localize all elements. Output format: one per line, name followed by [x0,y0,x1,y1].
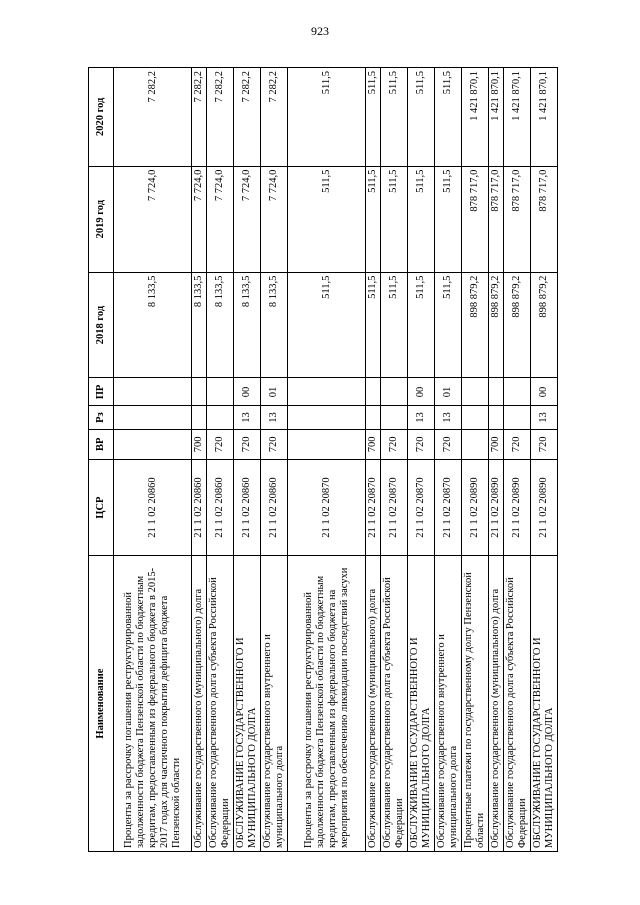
cell-name: Обслуживание государственного (муниципального) долга [489,556,504,852]
cell-name: Проценты за рассрочку погашения реструктурированной задолженности бюджета Пензенской области по бюджетным кредитам, предоставленным из федерального бюджета в 2015-2017 годах для частичного покрытия дефицита бюджета Пензенской области [114,556,192,852]
cell-vr: 720 [408,429,435,459]
header-2018: 2018 год [89,272,114,378]
cell-csr: 21 1 02 20890 [504,460,531,556]
cell-2019: 7 724,0 [192,166,207,272]
cell-name: ОБСЛУЖИВАНИЕ ГОСУДАРСТВЕННОГО И МУНИЦИПАЛЬНОГО ДОЛГА [531,556,558,852]
cell-pr: 00 [234,378,261,406]
cell-vr [288,429,366,459]
cell-2018: 8 133,5 [234,272,261,378]
cell-name: Обслуживание государственного долга субъекта Российской Федерации [381,556,408,852]
cell-2019: 511,5 [408,166,435,272]
cell-vr: 720 [261,429,288,459]
cell-rz [504,406,531,429]
cell-2018: 898 879,2 [489,272,504,378]
cell-2019: 7 724,0 [114,166,192,272]
cell-2019: 878 717,0 [531,166,558,272]
cell-2018: 511,5 [408,272,435,378]
cell-pr: 01 [261,378,288,406]
table-row [114,68,192,852]
cell-vr: 720 [381,429,408,459]
cell-name: Обслуживание государственного внутреннего и муниципального долга [435,556,462,852]
cell-2018: 511,5 [288,272,366,378]
cell-vr: 700 [366,429,381,459]
table-row [435,68,462,852]
cell-vr [462,429,489,459]
cell-name: Обслуживание государственного долга субъекта Российской Федерации [207,556,234,852]
cell-2020: 7 282,2 [234,68,261,167]
cell-2018: 511,5 [435,272,462,378]
cell-vr: 700 [192,429,207,459]
table-row [261,68,288,852]
cell-2020: 1 421 870,1 [462,68,489,167]
cell-2020: 7 282,2 [207,68,234,167]
cell-2020: 1 421 870,1 [504,68,531,167]
cell-pr [192,378,207,406]
page-number: 923 [311,24,329,38]
cell-rz: 13 [531,406,558,429]
cell-2018: 8 133,5 [207,272,234,378]
budget-table-rotated [88,67,554,852]
header-name: Наименование [89,556,114,852]
cell-rz [288,406,366,429]
cell-vr: 720 [531,429,558,459]
cell-2018: 898 879,2 [531,272,558,378]
cell-2020: 511,5 [408,68,435,167]
cell-name: Обслуживание государственного внутреннего и муниципального долга [261,556,288,852]
cell-rz: 13 [234,406,261,429]
cell-2020: 511,5 [288,68,366,167]
cell-vr: 720 [504,429,531,459]
cell-2019: 511,5 [435,166,462,272]
cell-vr: 720 [207,429,234,459]
cell-pr [288,378,366,406]
cell-rz: 13 [261,406,288,429]
cell-2020: 1 421 870,1 [489,68,504,167]
table-body [114,68,558,852]
cell-2018: 8 133,5 [261,272,288,378]
cell-csr: 21 1 02 20870 [366,460,381,556]
cell-name: ОБСЛУЖИВАНИЕ ГОСУДАРСТВЕННОГО И МУНИЦИПАЛЬНОГО ДОЛГА [408,556,435,852]
table-row [462,68,489,852]
cell-rz [114,406,192,429]
header-csr: ЦСР [89,460,114,556]
cell-2018: 898 879,2 [504,272,531,378]
cell-2020: 511,5 [366,68,381,167]
cell-name: Обслуживание государственного (муниципального) долга [192,556,207,852]
cell-rz [192,406,207,429]
cell-pr: 00 [531,378,558,406]
header-vr: ВР [89,429,114,459]
cell-2019: 511,5 [381,166,408,272]
cell-2018: 511,5 [366,272,381,378]
table-row [381,68,408,852]
cell-name: Обслуживание государственного долга субъекта Российской Федерации [504,556,531,852]
cell-csr: 21 1 02 20870 [435,460,462,556]
header-rz: Рз [89,406,114,429]
cell-2019: 511,5 [288,166,366,272]
cell-2019: 7 724,0 [207,166,234,272]
cell-2019: 878 717,0 [489,166,504,272]
table-row [288,68,366,852]
cell-rz [366,406,381,429]
cell-name: Проценты за рассрочку погашения реструктурированной задолженности бюджета Пензенской области по бюджетным кредитам, предоставленным из федерального бюджета на мероприятия по обеспечению ликвидации последствий засухи [288,556,366,852]
cell-2019: 7 724,0 [234,166,261,272]
cell-csr: 21 1 02 20860 [192,460,207,556]
cell-rz: 13 [408,406,435,429]
header-2020: 2020 год [89,68,114,167]
cell-pr [504,378,531,406]
header-pr: ПР [89,378,114,406]
cell-2020: 511,5 [435,68,462,167]
cell-rz [462,406,489,429]
cell-2018: 898 879,2 [462,272,489,378]
cell-2018: 8 133,5 [192,272,207,378]
cell-csr: 21 1 02 20870 [288,460,366,556]
cell-pr [114,378,192,406]
cell-2019: 511,5 [366,166,381,272]
cell-2018: 8 133,5 [114,272,192,378]
cell-rz [489,406,504,429]
cell-2019: 878 717,0 [504,166,531,272]
table-row [192,68,207,852]
header-2019: 2019 год [89,166,114,272]
table-header-row [89,68,114,852]
cell-pr [381,378,408,406]
cell-pr [366,378,381,406]
cell-csr: 21 1 02 20890 [531,460,558,556]
cell-vr: 700 [489,429,504,459]
cell-vr [114,429,192,459]
cell-2020: 7 282,2 [114,68,192,167]
cell-vr: 720 [234,429,261,459]
table-row [366,68,381,852]
cell-csr: 21 1 02 20870 [381,460,408,556]
cell-2020: 7 282,2 [192,68,207,167]
table-row [504,68,531,852]
cell-name: Процентные платежи по государственному долгу Пензенской области [462,556,489,852]
cell-2020: 1 421 870,1 [531,68,558,167]
cell-csr: 21 1 02 20860 [234,460,261,556]
cell-name: Обслуживание государственного (муниципального) долга [366,556,381,852]
cell-2018: 511,5 [381,272,408,378]
cell-csr: 21 1 02 20890 [489,460,504,556]
cell-csr: 21 1 02 20870 [408,460,435,556]
cell-pr [207,378,234,406]
cell-csr: 21 1 02 20890 [462,460,489,556]
table-row [531,68,558,852]
cell-pr: 00 [408,378,435,406]
cell-csr: 21 1 02 20860 [261,460,288,556]
cell-pr: 01 [435,378,462,406]
cell-rz: 13 [435,406,462,429]
cell-2020: 7 282,2 [261,68,288,167]
cell-2019: 878 717,0 [462,166,489,272]
table-row [234,68,261,852]
cell-rz [381,406,408,429]
budget-table [88,67,558,852]
table-row [207,68,234,852]
cell-vr: 720 [435,429,462,459]
cell-csr: 21 1 02 20860 [114,460,192,556]
table-row [408,68,435,852]
cell-pr [489,378,504,406]
cell-csr: 21 1 02 20860 [207,460,234,556]
cell-rz [207,406,234,429]
cell-2020: 511,5 [381,68,408,167]
cell-name: ОБСЛУЖИВАНИЕ ГОСУДАРСТВЕННОГО И МУНИЦИПАЛЬНОГО ДОЛГА [234,556,261,852]
cell-2019: 7 724,0 [261,166,288,272]
table-row [489,68,504,852]
cell-pr [462,378,489,406]
